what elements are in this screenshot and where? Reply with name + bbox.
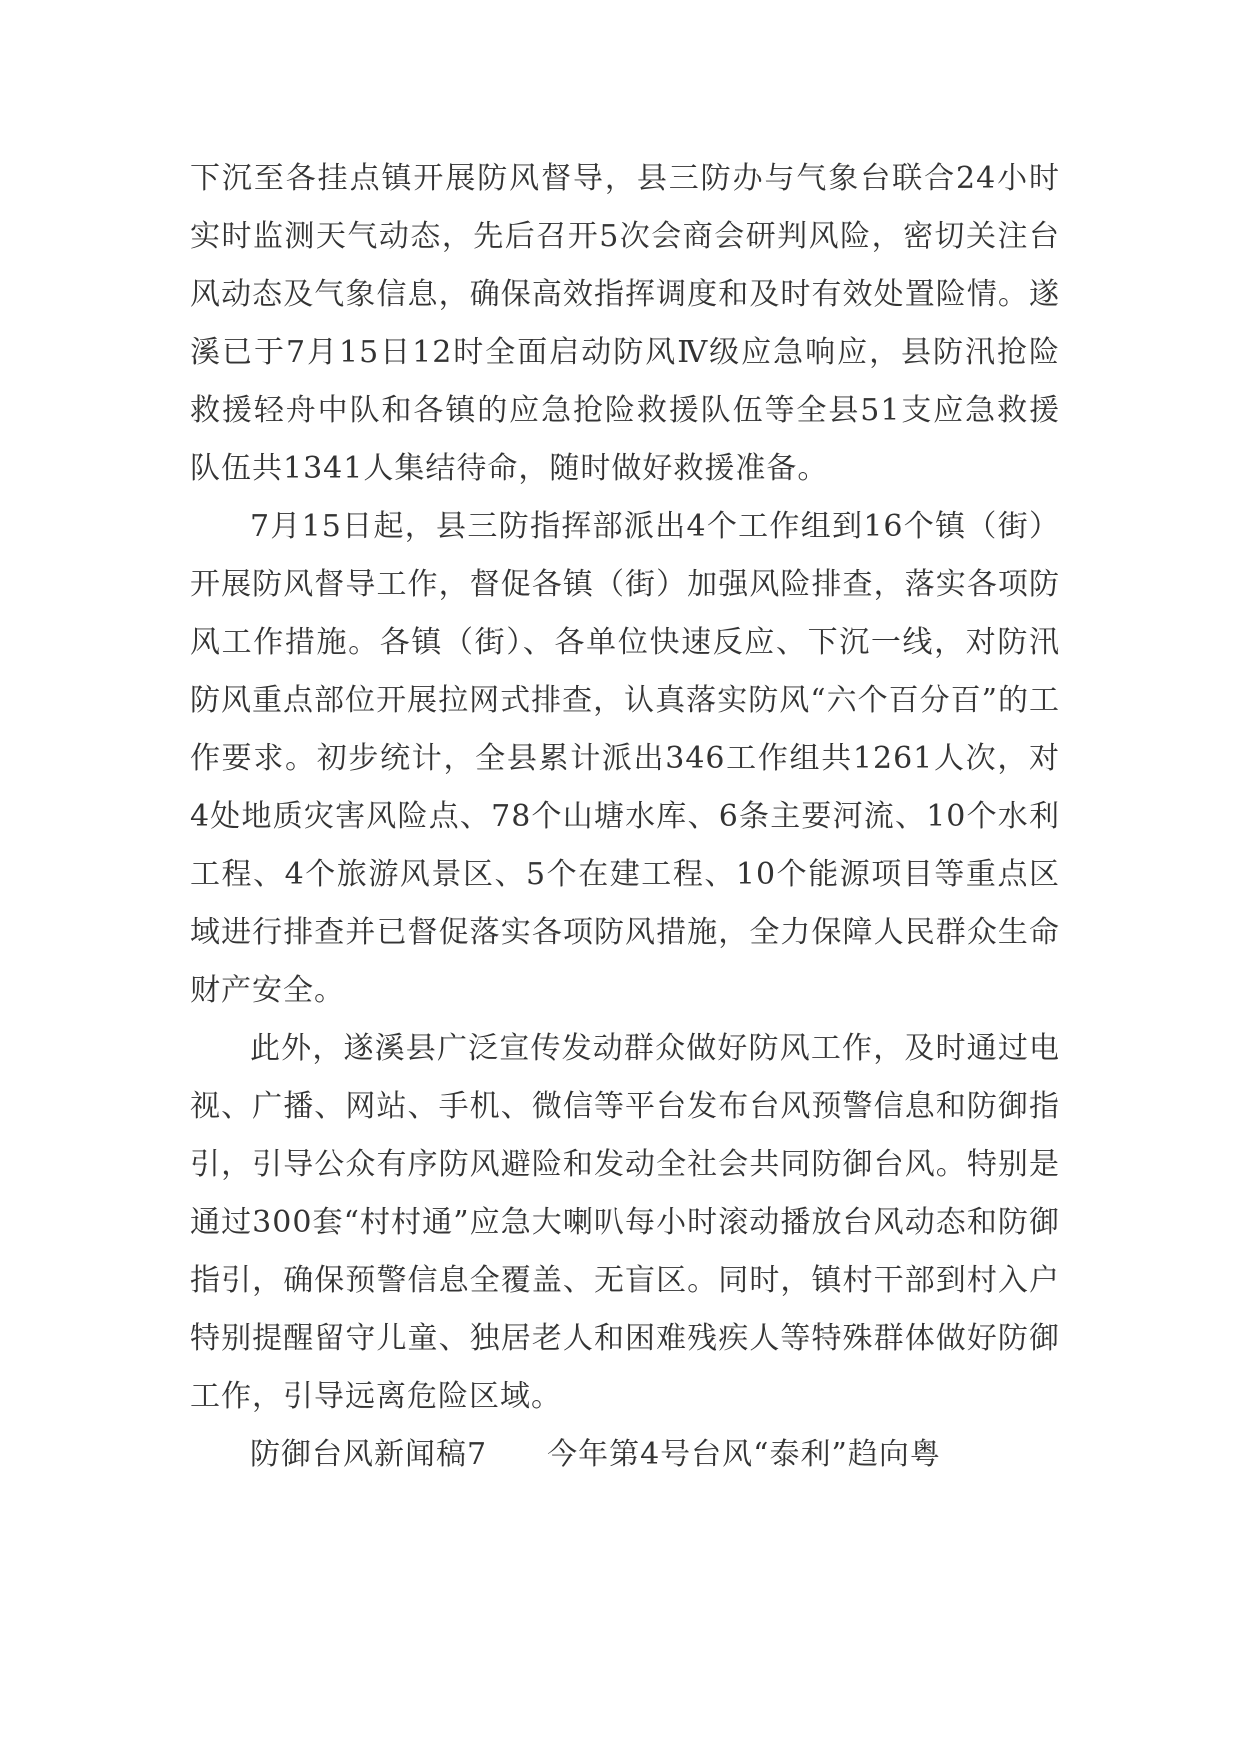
paragraph-2: 7月15日起，县三防指挥部派出4个工作组到16个镇（街）开展防风督导工作，督促各镇（街）加强风险排查，落实各项防风工作措施。各镇（街）、各单位快速反应、下沉一线，对防汛防风重点部位开展拉网式排查，认真落实防风“六个百分百”的工作要求。初步统计，全县累计派出346工作组共1261人次，对4处地质灾害风险点、78个山塘水库、6条主要河流、10个水利工程、4个旅游风景区、5个在建工程、10个能源项目等重点区域进行排查并已督促落实各项防风措施，全力保障人民群众生命财产安全。 bbox=[190, 509, 1060, 1008]
next-article-title: 防御台风新闻稿7 bbox=[250, 1437, 488, 1472]
paragraph-1: 下沉至各挂点镇开展防风督导，县三防办与气象台联合24小时实时监测天气动态，先后召开5次会商会研判风险，密切关注台风动态及气象信息，确保高效指挥调度和及时有效处置险情。遂溪已于7月15日12时全面启动防风Ⅳ级应急响应，县防汛抢险救援轻舟中队和各镇的应急抢险救援队伍等全县51支应急救援队伍共1341人集结待命，随时做好救援准备。 bbox=[190, 161, 1060, 486]
document-body bbox=[190, 150, 1060, 1484]
paragraph-3: 此外，遂溪县广泛宣传发动群众做好防风工作，及时通过电视、广播、网站、手机、微信等平台发布台风预警信息和防御指引，引导公众有序防风避险和发动全社会共同防御台风。特别是通过300套“村村通”应急大喇叭每小时滚动播放台风动态和防御指引，确保预警信息全覆盖、无盲区。同时，镇村干部到村入户特别提醒留守儿童、独居老人和困难残疾人等特殊群体做好防御工作，引导远离危险区域。 bbox=[190, 1031, 1060, 1414]
next-article-lead: 今年第4号台风“泰利”趋向粤 bbox=[547, 1437, 941, 1472]
next-article-line bbox=[190, 1426, 1060, 1484]
